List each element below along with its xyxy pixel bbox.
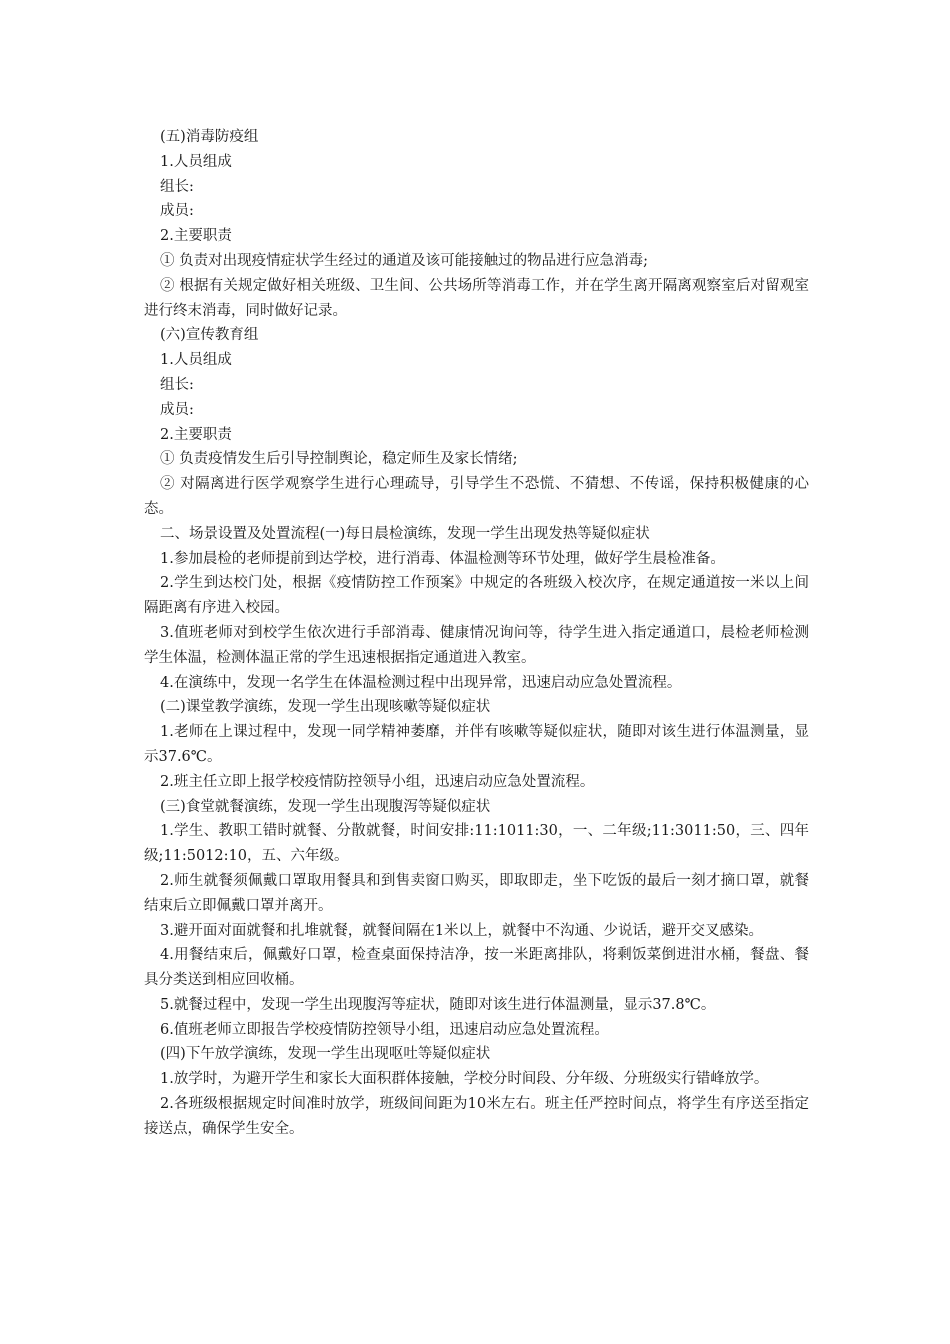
section-heading-classroom-drill: (二)课堂教学演练，发现一学生出现咳嗽等疑似症状 bbox=[160, 699, 491, 716]
subheading-staff: 1.人员组成 bbox=[160, 153, 232, 170]
section-heading-scenarios: 二、场景设置及处置流程(一)每日晨检演练，发现一学生出现发热等疑似症状 bbox=[160, 525, 650, 542]
document-body bbox=[144, 125, 809, 1142]
subheading-duties: 2.主要职责 bbox=[160, 426, 232, 443]
procedure-step: 2.各班级根据规定时间准时放学，班级间间距为10米左右。班主任严控时间点，将学生有序送至指定接送点，确保学生安全。 bbox=[144, 1096, 809, 1137]
procedure-step: 1.老师在上课过程中，发现一同学精神萎靡，并伴有咳嗽等疑似症状，随即对该生进行体温测量，显示37.6℃。 bbox=[144, 724, 809, 765]
duty-item: ② 对隔离进行医学观察学生进行心理疏导，引导学生不恐慌、不猜想、不传谣，保持积极健康的心态。 bbox=[144, 476, 809, 517]
section-heading-canteen-drill: (三)食堂就餐演练，发现一学生出现腹泻等疑似症状 bbox=[160, 798, 491, 815]
duty-item: ① 负责对出现疫情症状学生经过的通道及该可能接触过的物品进行应急消毒; bbox=[160, 252, 648, 269]
procedure-step: 1.参加晨检的老师提前到达学校，进行消毒、体温检测等环节处理，做好学生晨检准备。 bbox=[160, 550, 725, 567]
field-members: 成员: bbox=[160, 203, 194, 220]
subheading-staff: 1.人员组成 bbox=[160, 352, 232, 369]
procedure-step: 2.班主任立即上报学校疫情防控领导小组，迅速启动应急处置流程。 bbox=[160, 773, 595, 790]
procedure-step: 3.值班老师对到校学生依次进行手部消毒、健康情况询问等，待学生进入指定通道口，晨检老师检测学生体温，检测体温正常的学生迅速根据指定通道进入教室。 bbox=[144, 624, 809, 666]
section-heading-publicity-group: (六)宣传教育组 bbox=[160, 327, 259, 344]
duty-item: ① 负责疫情发生后引导控制舆论，稳定师生及家长情绪; bbox=[160, 451, 518, 468]
procedure-step: 4.用餐结束后，佩戴好口罩，检查桌面保持洁净，按一米距离排队，将剩饭菜倒进泔水桶，餐盘、餐具分类送到相应回收桶。 bbox=[144, 947, 809, 989]
field-group-leader: 组长: bbox=[160, 376, 194, 393]
procedure-step: 1.放学时，为避开学生和家长大面积群体接触，学校分时间段、分年级、分班级实行错峰放学。 bbox=[160, 1071, 769, 1088]
section-heading-dismissal-drill: (四)下午放学演练，发现一学生出现呕吐等疑似症状 bbox=[160, 1046, 491, 1063]
procedure-step: 2.学生到达校门处，根据《疫情防控工作预案》中规定的各班级入校次序，在规定通道按一米以上间隔距离有序进入校园。 bbox=[144, 575, 809, 617]
field-members: 成员: bbox=[160, 401, 194, 418]
procedure-step: 2.师生就餐须佩戴口罩取用餐具和到售卖窗口购买，即取即走，坐下吃饭的最后一刻才摘口罩，就餐结束后立即佩戴口罩并离开。 bbox=[144, 872, 809, 914]
field-group-leader: 组长: bbox=[160, 178, 194, 195]
section-heading-disinfection-group: (五)消毒防疫组 bbox=[160, 129, 259, 145]
procedure-step: 6.值班老师立即报告学校疫情防控领导小组，迅速启动应急处置流程。 bbox=[160, 1021, 609, 1038]
procedure-step: 4.在演练中，发现一名学生在体温检测过程中出现异常，迅速启动应急处置流程。 bbox=[160, 674, 682, 691]
procedure-step: 1.学生、教职工错时就餐、分散就餐，时间安排:11:1011:30，一、二年级;11:3011:50，三、四年级;11:5012:10，五、六年级。 bbox=[144, 823, 809, 865]
duty-item: ② 根据有关规定做好相关班级、卫生间、公共场所等消毒工作，并在学生离开隔离观察室后对留观室进行终末消毒，同时做好记录。 bbox=[144, 277, 809, 319]
procedure-step: 5.就餐过程中，发现一学生出现腹泻等症状，随即对该生进行体温测量，显示37.8℃。 bbox=[160, 996, 716, 1013]
subheading-duties: 2.主要职责 bbox=[160, 228, 232, 245]
procedure-step: 3.避开面对面就餐和扎堆就餐，就餐间隔在1米以上，就餐中不沟通、少说话，避开交叉感染。 bbox=[160, 922, 764, 939]
